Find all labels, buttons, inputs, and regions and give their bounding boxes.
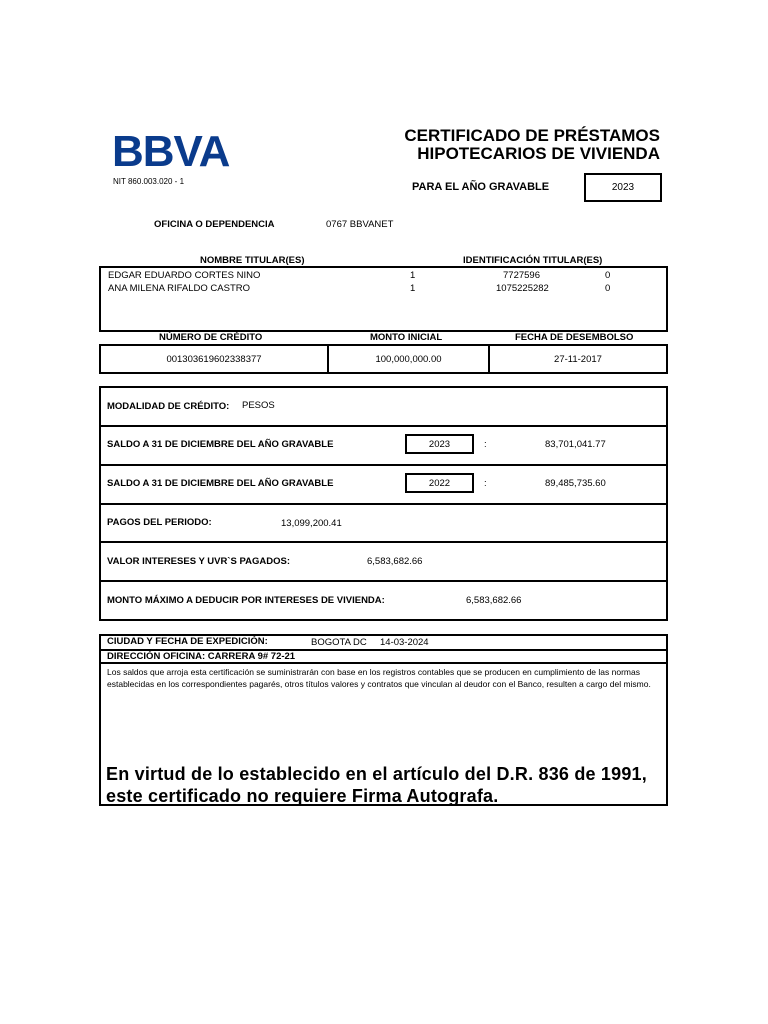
office-address: DIRECCIÓN OFICINA: CARRERA 9# 72-21 [107, 651, 296, 662]
credit-number-header: NÚMERO DE CRÉDITO [159, 332, 263, 343]
balance-prior-colon: : [484, 478, 487, 489]
title-line-2: HIPOTECARIOS DE VIVIENDA [417, 144, 660, 163]
details-row-divider [99, 425, 668, 427]
holder-extra-1: 0 [605, 270, 611, 281]
details-row-divider [99, 503, 668, 505]
signature-note-line-1: En virtud de lo establecido en el artículo del D.R. 836 de 1991, [106, 764, 647, 784]
holder-id-header: IDENTIFICACIÓN TITULAR(ES) [463, 255, 603, 266]
office-label: OFICINA O DEPENDENCIA [154, 219, 275, 230]
max-deduct-value: 6,583,682.66 [466, 595, 522, 606]
holder-name-2: ANA MILENA RIFALDO CASTRO [108, 283, 251, 294]
footer-row-divider [99, 662, 668, 664]
tax-year-value: 2023 [584, 173, 662, 202]
bbva-logo [112, 128, 237, 172]
office-value: 0767 BBVANET [326, 219, 394, 230]
credit-amount-header: MONTO INICIAL [370, 332, 443, 343]
payments-value: 13,099,200.41 [281, 518, 342, 529]
holder-type-1: 1 [410, 270, 416, 281]
balance-prior-year: 2022 [405, 473, 474, 493]
title-line-1: CERTIFICADO DE PRÉSTAMOS [404, 126, 660, 145]
logo-text: BBVA [112, 128, 230, 172]
credit-number: 001303619602338377 [166, 354, 262, 365]
issue-city: BOGOTA DC [311, 637, 367, 648]
holder-id-1: 7727596 [503, 270, 540, 281]
holder-type-2: 1 [410, 283, 416, 294]
document-title [370, 127, 660, 163]
credit-amount: 100,000,000.00 [375, 354, 442, 365]
modality-value: PESOS [242, 400, 275, 411]
credit-date: 27-11-2017 [554, 354, 602, 365]
modality-label: MODALIDAD DE CRÉDITO: [107, 401, 230, 412]
tax-year-label: PARA EL AÑO GRAVABLE [412, 181, 550, 193]
details-row-divider [99, 464, 668, 466]
balance-prior-label: SALDO A 31 DE DICIEMBRE DEL AÑO GRAVABLE [107, 478, 334, 489]
credit-date-header: FECHA DE DESEMBOLSO [515, 332, 634, 343]
details-row-divider [99, 541, 668, 543]
balance-current-label: SALDO A 31 DE DICIEMBRE DEL AÑO GRAVABLE [107, 439, 334, 450]
signature-note [106, 763, 666, 807]
city-date-label: CIUDAD Y FECHA DE EXPEDICIÓN: [107, 636, 268, 647]
interest-label: VALOR INTERESES Y UVR`S PAGADOS: [107, 556, 290, 567]
balance-current-year: 2023 [405, 434, 474, 454]
holder-name-header: NOMBRE TITULAR(ES) [200, 255, 305, 266]
payments-label: PAGOS DEL PERIODO: [107, 517, 212, 528]
nit-number: NIT 860.003.020 - 1 [113, 177, 185, 186]
balance-current-value: 83,701,041.77 [545, 439, 606, 450]
max-deduct-label: MONTO MÁXIMO A DEDUCIR POR INTERESES DE VIVIENDA: [107, 595, 385, 606]
interest-value: 6,583,682.66 [367, 556, 423, 567]
balance-prior-value: 89,485,735.60 [545, 478, 606, 489]
balance-current-colon: : [484, 439, 487, 450]
issue-date: 14-03-2024 [380, 637, 429, 648]
holder-id-2: 1075225282 [496, 283, 549, 294]
legal-disclaimer: Los saldos que arroja esta certificación se suministrarán con base en los registros contables que se producen en cumplimiento de las normas establecidas en los correspondientes pagarés, otros títulos valores y contratos que vinculan al deudor con el Banco, resulten a cargo del mismo. [107, 667, 651, 689]
holder-name-1: EDGAR EDUARDO CORTES NINO [108, 270, 261, 281]
details-row-divider [99, 580, 668, 582]
holder-extra-2: 0 [605, 283, 611, 294]
signature-note-line-2: este certificado no requiere Firma Autografa. [106, 786, 499, 806]
